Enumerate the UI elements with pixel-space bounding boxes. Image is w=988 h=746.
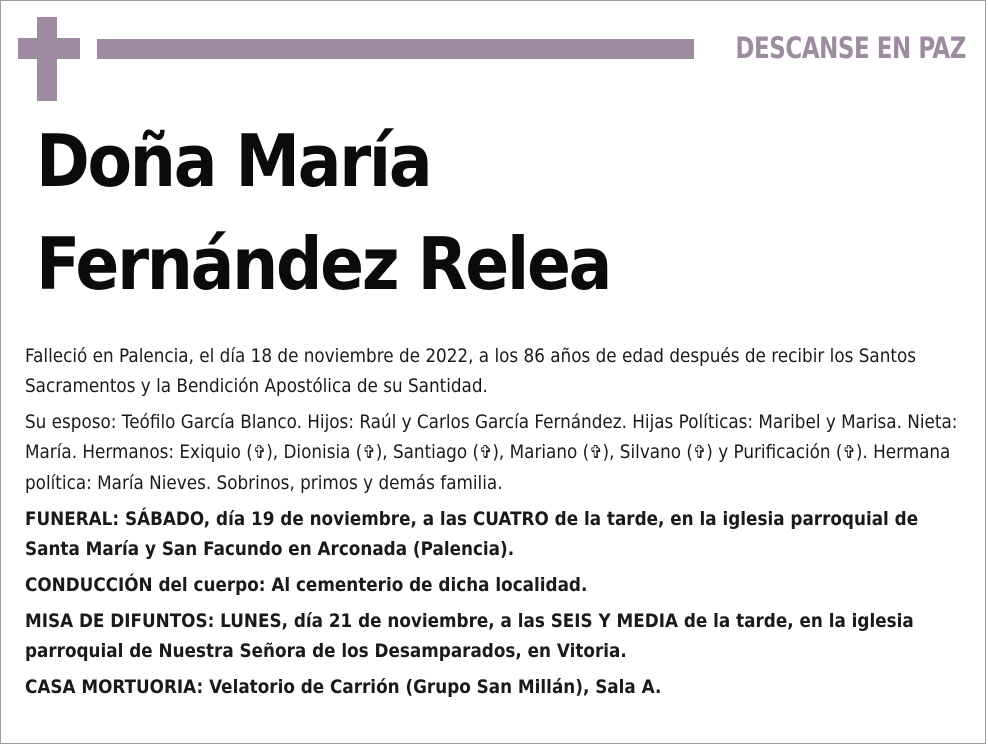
header-title: DESCANSE EN PAZ bbox=[735, 31, 966, 65]
funeral-paragraph: FUNERAL: SÁBADO, día 19 de noviembre, a las CUATRO de la tarde, en la iglesia parroquial de Santa María y San Facundo en Arconada (Palencia). bbox=[25, 508, 919, 560]
header-rule bbox=[97, 39, 694, 59]
small-cross-icon: ✞ bbox=[252, 442, 267, 463]
family-paragraph bbox=[25, 407, 970, 498]
small-cross-icon: ✞ bbox=[589, 442, 603, 463]
cross-horizontal-bar bbox=[18, 38, 80, 59]
cross-vertical-bar bbox=[37, 17, 57, 101]
small-cross-icon: ✞ bbox=[692, 442, 707, 463]
death-notice-paragraph: Falleció en Palencia, el día 18 de noviembre de 2022, a los 86 años de edad después de recibir los Santos Sacramentos y la Bendición Apostólica de su Santidad. bbox=[25, 345, 917, 397]
name-line-1: Doña María bbox=[36, 119, 431, 203]
burial-paragraph: CONDUCCIÓN del cuerpo: Al cementerio de dicha localidad. bbox=[25, 574, 588, 596]
family-text: ) y Purificación ( bbox=[706, 441, 843, 463]
mass-paragraph: MISA DE DIFUNTOS: LUNES, día 21 de noviembre, a las SEIS Y MEDIA de la tarde, en la iglesia parroquial de Nuestra Señora de los Desamparados, en Vitoria. bbox=[25, 610, 914, 662]
name-line-2: Fernández Relea bbox=[36, 222, 611, 306]
small-cross-icon: ✞ bbox=[479, 442, 493, 463]
family-text: ), Silvano ( bbox=[602, 441, 693, 463]
funeral-home-paragraph: CASA MORTUORIA: Velatorio de Carrión (Grupo San Millán), Sala A. bbox=[25, 676, 662, 698]
family-text: ), Santiago ( bbox=[375, 441, 480, 463]
small-cross-icon: ✞ bbox=[362, 442, 376, 463]
obituary-body bbox=[25, 341, 970, 708]
deceased-name bbox=[36, 110, 936, 316]
family-text: ), Dionisia ( bbox=[266, 441, 363, 463]
small-cross-icon: ✞ bbox=[842, 442, 856, 463]
family-text: ), Mariano ( bbox=[492, 441, 590, 463]
family-text: ). Hermana política: María Nieves. Sobrinos, primos y demás familia. bbox=[25, 441, 951, 494]
family-text: Su esposo: Teófilo García Blanco. Hijos: Raúl y Carlos García Fernández. Hijas Políticas: Maribel y Marisa. Nieta: María. Hermanos: Exiquio ( bbox=[25, 411, 958, 463]
